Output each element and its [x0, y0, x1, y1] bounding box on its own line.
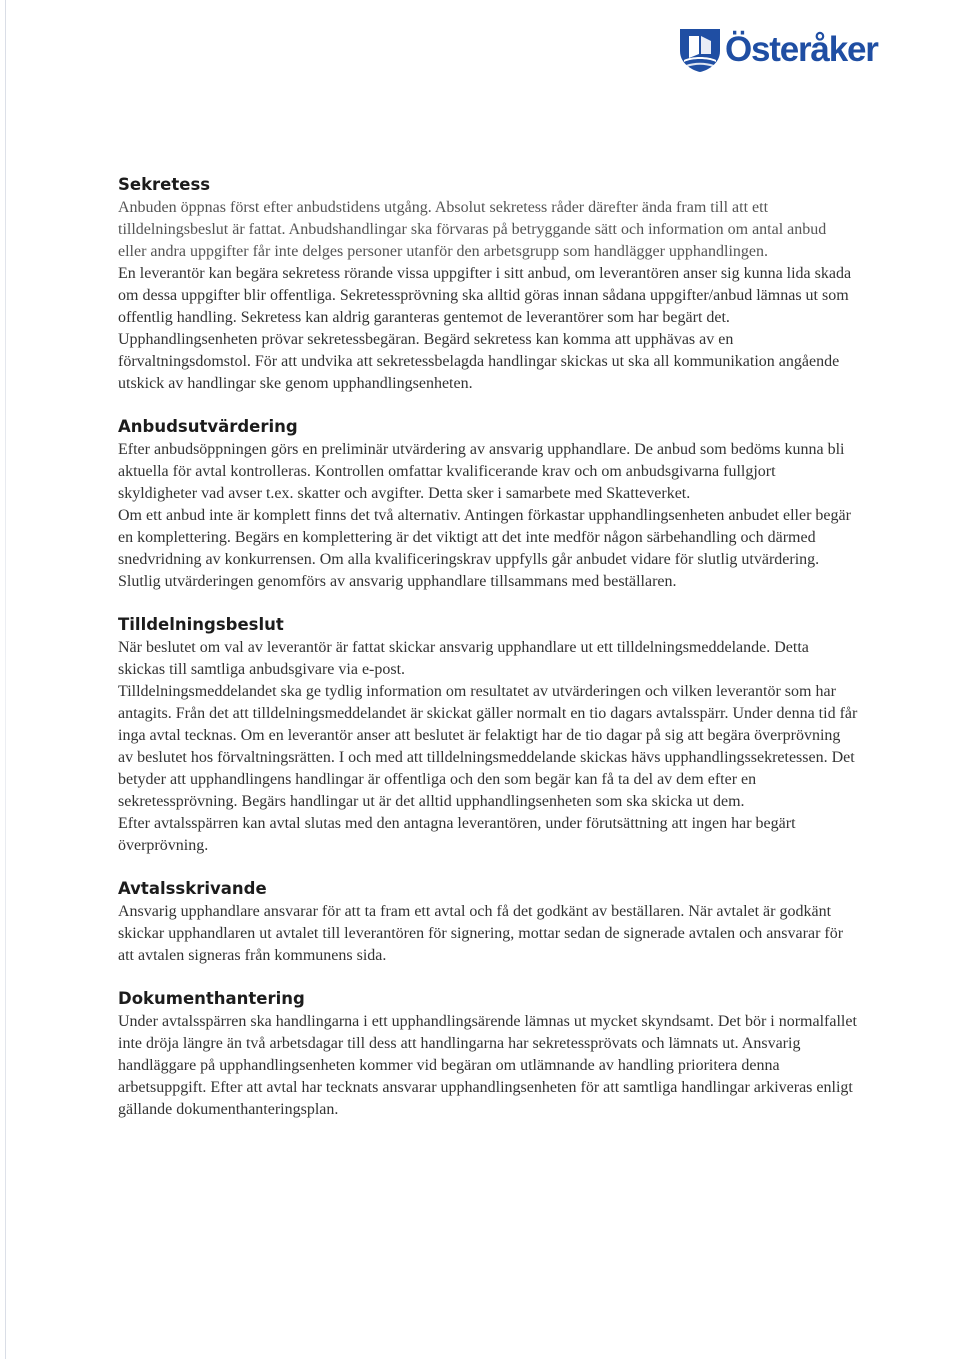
- section-heading: Anbudsutvärdering: [118, 417, 298, 436]
- paragraph: Efter avtalsspärren kan avtal slutas med den antagna leverantören, under förutsättning att ingen har begärt överprövning.: [118, 815, 796, 854]
- section-tilldelningsbeslut: [118, 612, 858, 857]
- section-anbudsutvardering: [118, 414, 858, 593]
- osteraker-logo: [678, 24, 878, 76]
- paragraph: Om ett anbud inte är komplett finns det två alternativ. Antingen förkastar upphandlingsenheten anbudet eller begär en komplettering. Begärs en komplettering är det viktigt att det inte medför någon särbehandling och därmed snedvridning av konkurrensen. Om alla kvalificeringskrav uppfylls går anbudet vidare för slutlig utvärdering.: [118, 507, 851, 568]
- section-dokumenthantering: [118, 986, 858, 1121]
- paragraph: Ansvarig upphandlare ansvarar för att ta fram ett avtal och få det godkänt av beställaren. När avtalet är godkänt skickar upphandlaren ut avtalet till leverantören för signering, mottar sedan de signerade avtalen och ansvarar för att avtalen signeras från kommunens sida.: [118, 903, 844, 964]
- paragraph: Tilldelningsmeddelandet ska ge tydlig information om resultatet av utvärderingen och vilken leverantör som har antagits. Från det att tilldelningsmeddelandet är skickat gäller normalt en tio dagars avtalsspärr. Under denna tid får inga avtal tecknas. Om en leverantör anser att beslutet är felaktigt har de tio dagar på sig att begära överprövning av beslutet hos förvaltningsrätten. I och med att tilldelningsmeddelande skickas hävs upphandlingssekretessen. Det betyder att upphandlingens handlingar är offentliga och den som begär kan få ta del av dem efter en sekretessprövning. Begärs handlingar ut är det alltid upphandlingsenheten som ska skicka ut dem.: [118, 683, 858, 810]
- paragraph: Under avtalsspärren ska handlingarna i ett upphandlingsärende lämnas ut mycket skyndsamt. Det bör i normalfallet inte dröja längre än två arbetsdagar till dess att handlingarna har sekretessprövats och lämnats ut. Ansvarig handläggare på upphandlingsenheten kommer vid begäran om utlämnande av handling prioritera denna arbetsuppgift. Efter att avtal har tecknats ansvarar upphandlingsenheten för att samtliga handlingar arkiveras enligt gällande dokumenthanteringsplan.: [118, 1013, 857, 1118]
- page-edge-line: [5, 0, 6, 1359]
- section-heading: Sekretess: [118, 175, 211, 194]
- section-heading: Avtalsskrivande: [118, 879, 267, 898]
- document-body: [118, 172, 858, 1140]
- paragraph: En leverantör kan begära sekretess rörande vissa uppgifter i sitt anbud, om leverantören anser sig kunna lida skada om dessa uppgifter blir offentliga. Sekretessprövning ska alltid göras innan sådana uppgifter/anbud lämnas ut som offentlig handling. Sekretess kan aldrig garanteras gentemot de leverantörer som har begärt det. Upphandlingsenheten prövar sekretessbegäran. Begärd sekretess kan komma att upphävas av en förvaltningsdomstol. För att undvika att sekretessbelagda handlingar skickas ut ska all kommunikation angående utskick av handlingar ske genom upphandlingsenheten.: [118, 265, 852, 392]
- paragraph: Efter anbudsöppningen görs en preliminär utvärdering av ansvarig upphandlare. De anbud som bedöms kunna bli aktuella för avtal kontrolleras. Kontrollen omfattar kvalificerande krav och om anbudsgivarna fullgjort skyldigheter vad avser t.ex. skatter och avgifter. Detta sker i samarbete med Skatteverket.: [118, 441, 845, 502]
- paragraph: Anbuden öppnas först efter anbudstidens utgång. Absolut sekretess råder därefter ända fram till att ett tilldelningsbeslut är fattat. Anbudshandlingar ska förvaras på betryggande sätt och information om antal anbud eller andra uppgifter får inte delges personer utanför den arbetsgrupp som handlägger upphandlingen.: [118, 199, 827, 260]
- paragraph: Slutlig utvärderingen genomförs av ansvarig upphandlare tillsammans med beställaren.: [118, 573, 677, 590]
- section-avtalsskrivande: [118, 876, 858, 967]
- section-heading: Dokumenthantering: [118, 989, 305, 1008]
- osteraker-shield-icon: [678, 27, 722, 73]
- section-sekretess: [118, 172, 858, 395]
- paragraph: När beslutet om val av leverantör är fattat skickar ansvarig upphandlare ut ett tilldelningsmeddelande. Detta skickas till samtliga anbudsgivare via e-post.: [118, 639, 809, 678]
- logo-wordmark: Österåker: [725, 30, 878, 69]
- section-heading: Tilldelningsbeslut: [118, 615, 284, 634]
